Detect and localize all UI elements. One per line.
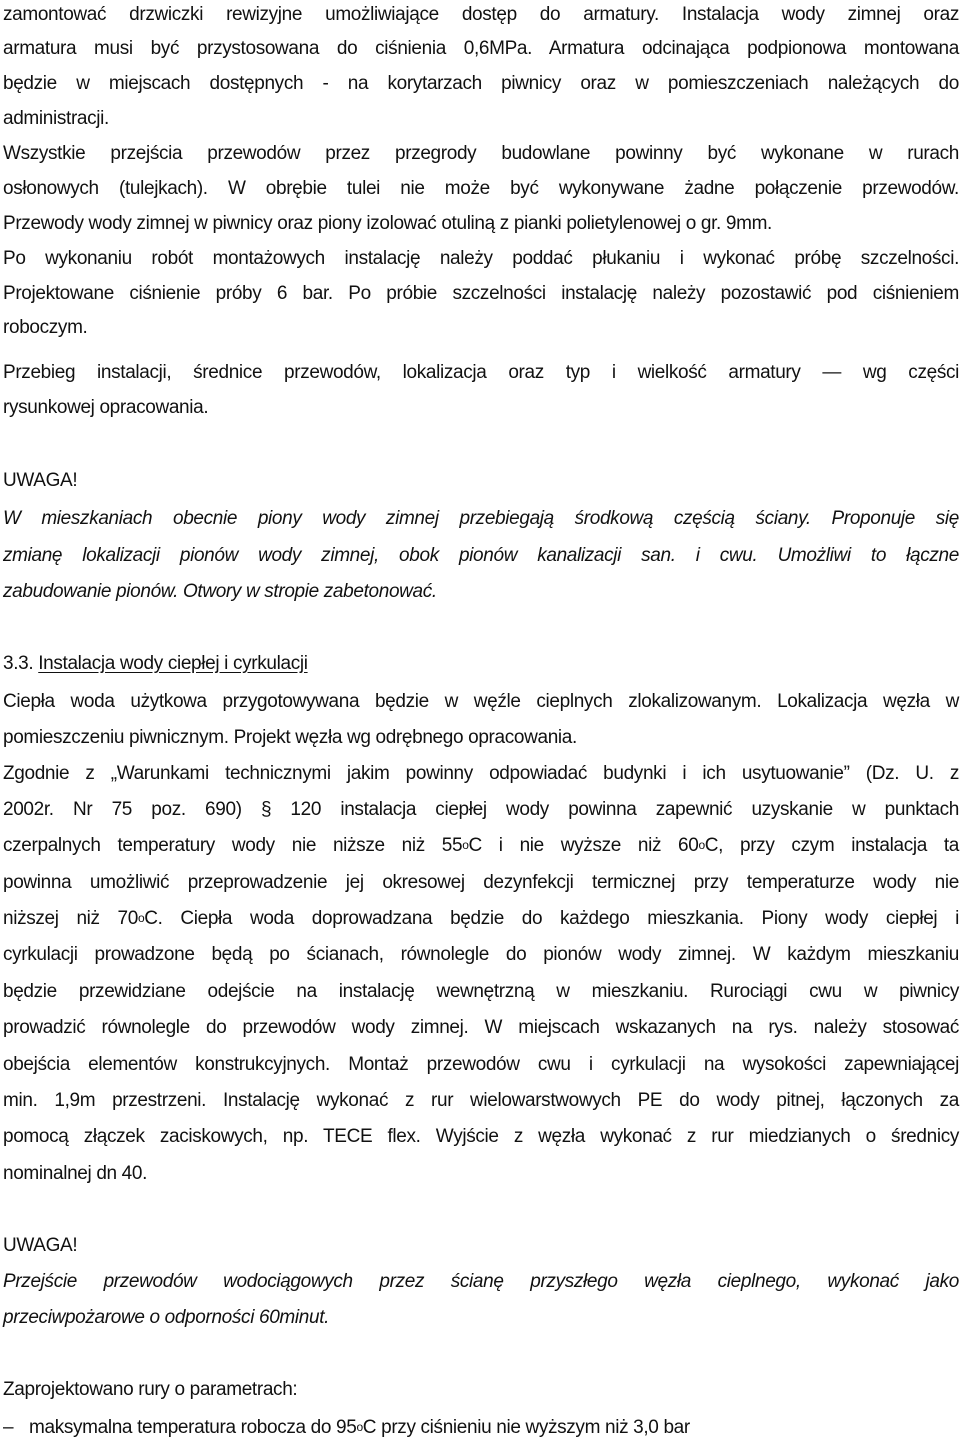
section-number: 3.3. [3, 653, 34, 674]
paragraph-line: 2002r. Nr 75 poz. 690) § 120 instalacja ciepłej wody powinna zapewnić uzyskanie w punktach [3, 799, 959, 820]
text-segment: maksymalna temperatura robocza do 95 [29, 1417, 357, 1438]
paragraph-line: powinna umożliwić przeprowadzenie jej okresowej dezynfekcji termicznej przy temperaturze wody nie [3, 872, 959, 893]
note-line: Przejście przewodów wodociągowych przez ścianę przyszłego węzła cieplnego, wykonać jako [3, 1271, 959, 1292]
paragraph-line: obejścia elementów konstrukcyjnych. Montaż przewodów cwu i cyrkulacji na wysokości zapewniającej [3, 1054, 959, 1075]
text-segment: C, przy czym instalacja ta [704, 835, 959, 856]
parameters-intro: Zaprojektowano rury o parametrach: [3, 1379, 298, 1400]
dash-bullet: – [3, 1417, 14, 1438]
text-segment: C przy ciśnieniu nie wyższym niż 3,0 bar [362, 1417, 690, 1438]
paragraph-line: rysunkowej opracowania. [3, 397, 209, 418]
note-line: zmianę lokalizacji pionów wody zimnej, obok pionów kanalizacji san. i cwu. Umożliwi to łączne [3, 545, 959, 566]
paragraph-line: cyrkulacji prowadzone będą po ścianach, równolegle do pionów wody zimnej. W każdym mieszkaniu [3, 944, 959, 965]
paragraph-line: zamontować drzwiczki rewizyjne umożliwiające dostęp do armatury. Instalacja wody zimnej oraz [3, 4, 959, 25]
paragraph-line: administracji. [3, 108, 109, 129]
paragraph-line: min. 1,9m przestrzeni. Instalację wykonać z rur wielowarstwowych PE do wody pitnej, łączonych za [3, 1090, 959, 1111]
degree-superscript: o [462, 838, 469, 852]
paragraph-line: Ciepła woda użytkowa przygotowywana będzie w węźle cieplnych zlokalizowanym. Lokalizacja węzła w [3, 691, 959, 712]
degree-superscript: o [356, 1420, 363, 1434]
text-segment: czerpalnych temperatury wody nie niższe niż 55 [3, 835, 463, 856]
note-line: W mieszkaniach obecnie piony wody zimnej przebiegają środkową częścią ściany. Proponuje się [3, 508, 959, 529]
paragraph-line: będzie przewidziane odejście na instalację wewnętrzną w mieszkaniu. Rurociągi cwu w piwnicy [3, 981, 959, 1002]
text-segment: C. Ciepła woda doprowadzana będzie do każdego mieszkania. Piony wody ciepłej i [144, 908, 959, 929]
paragraph-line: będzie w miejscach dostępnych - na korytarzach piwnicy oraz w pomieszczeniach należących do [3, 73, 959, 94]
paragraph-line: Po wykonaniu robót montażowych instalację należy poddać płukaniu i wykonać próbę szczelności. [3, 248, 959, 269]
paragraph-line: Zgodnie z „Warunkami technicznymi jakim powinny odpowiadać budynki i ich usytuowanie” (Dz. U. z [3, 763, 959, 784]
note-line: przeciwpożarowe o odporności 60minut. [3, 1307, 330, 1328]
paragraph-line [3, 829, 959, 863]
note-line: zabudowanie pionów. Otwory w stropie zabetonować. [3, 581, 437, 602]
warning-label: UWAGA! [3, 470, 78, 491]
paragraph-line: Przewody wody zimnej w piwnicy oraz piony izolować otuliną z pianki polietylenowej o gr. 9mm. [3, 213, 772, 234]
text-segment: C i nie wyższe niż 60 [468, 835, 699, 856]
paragraph-line: Przebieg instalacji, średnice przewodów, lokalizacja oraz typ i wielkość armatury — wg części [3, 362, 959, 383]
paragraph-line: pomocą złączek zaciskowych, np. TECE flex. Wyjście z węzła wykonać z rur miedzianych o średnicy [3, 1126, 959, 1147]
warning-label: UWAGA! [3, 1235, 78, 1256]
degree-superscript: o [698, 838, 705, 852]
paragraph-line [3, 902, 959, 936]
degree-superscript: o [137, 911, 145, 925]
section-title: Instalacja wody ciepłej i cyrkulacji [38, 653, 308, 674]
paragraph-line: prowadzić równolegle do przewodów wody zimnej. W miejscach wskazanych na rys. należy stosować [3, 1017, 959, 1038]
paragraph-line: pomieszczeniu piwnicznym. Projekt węzła wg odrębnego opracowania. [3, 727, 577, 748]
paragraph-line: osłonowych (tulejkach). W obrębie tulei nie może być wykonywane żadne połączenie przewodów. [3, 178, 959, 199]
paragraph-line: armatura musi być przystosowana do ciśnienia 0,6MPa. Armatura odcinająca podpionowa montowana [3, 38, 959, 59]
text-segment: niższej niż 70 [3, 908, 138, 929]
paragraph-line: Projektowane ciśnienie próby 6 bar. Po próbie szczelności instalację należy pozostawić pod ciśnieniem [3, 283, 959, 304]
paragraph-line: roboczym. [3, 317, 88, 338]
section-heading [3, 647, 959, 681]
parameter-list-item [3, 1411, 959, 1445]
paragraph-line: Wszystkie przejścia przewodów przez przegrody budowlane powinny być wykonane w rurach [3, 143, 959, 164]
paragraph-line: nominalnej dn 40. [3, 1163, 148, 1184]
